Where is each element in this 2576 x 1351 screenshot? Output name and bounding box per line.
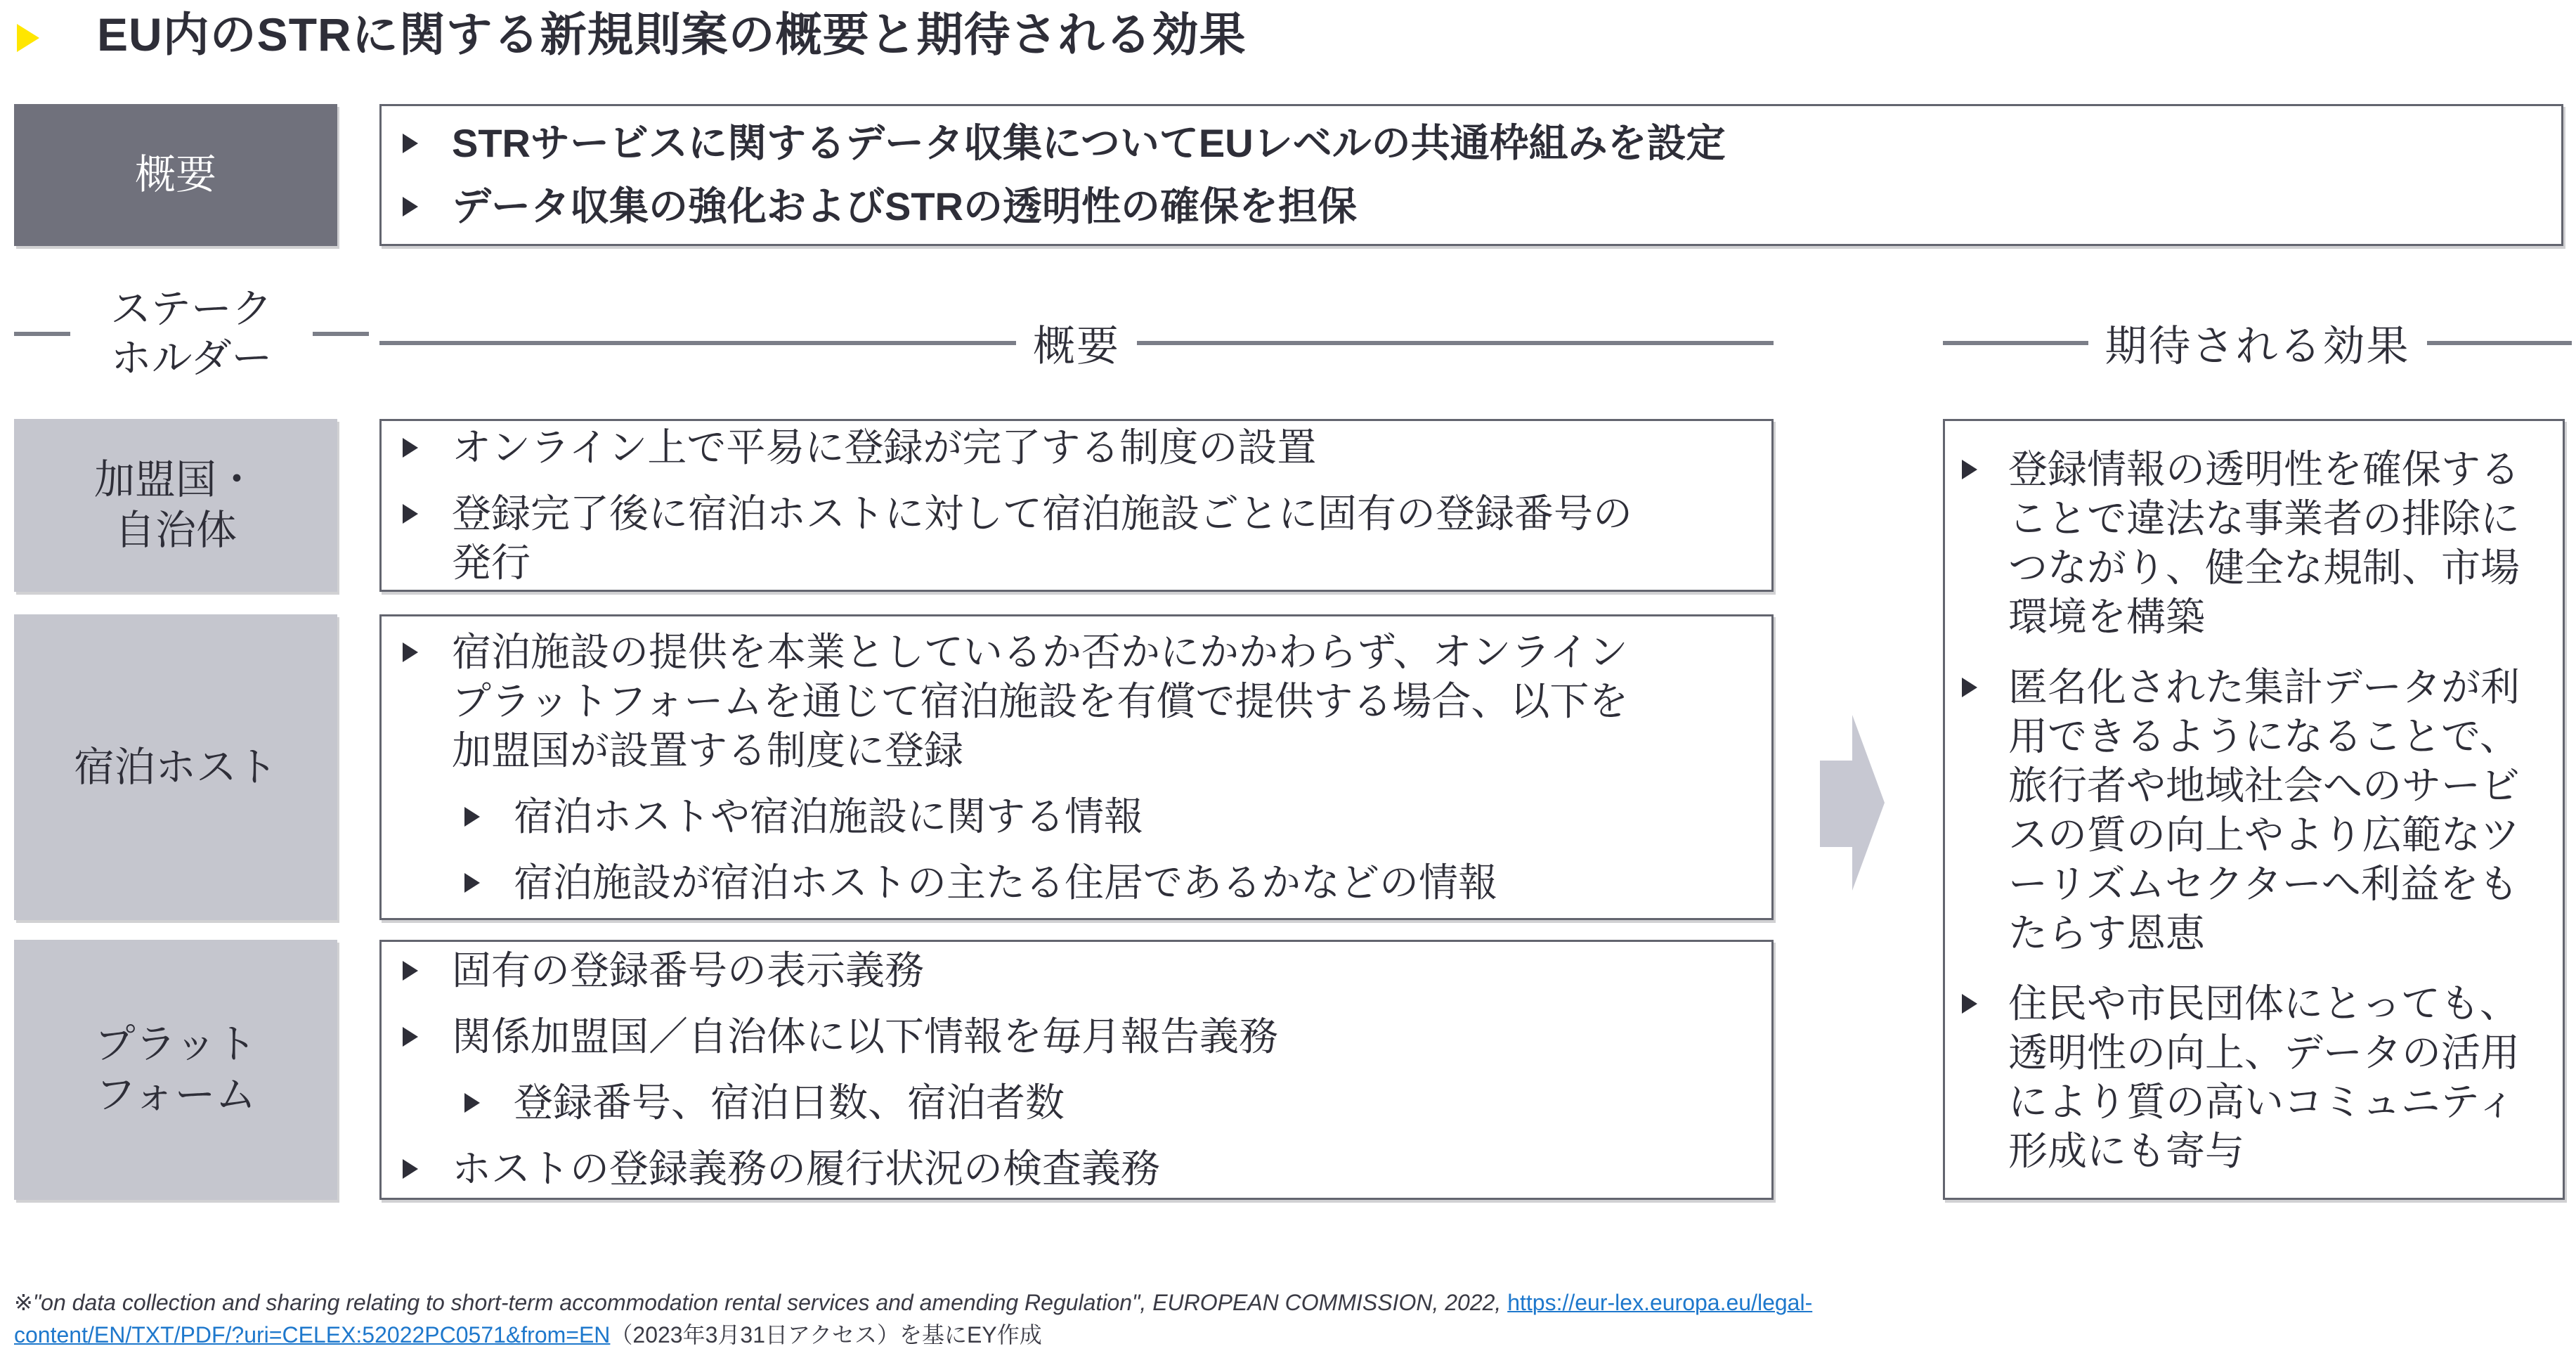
- overview-row-content-box: [379, 104, 2563, 246]
- bullet-triangle-icon: [403, 642, 418, 662]
- content-bullet-text: 固有の登録番号の表示義務: [452, 948, 924, 993]
- bullet-triangle-icon: [1962, 994, 1977, 1014]
- content-sub-bullet: [464, 1078, 1653, 1127]
- content-sub-bullet: [464, 858, 1653, 907]
- content-bullet-text: 登録番号、宿泊日数、宿泊者数: [514, 1080, 1065, 1125]
- overview-row-label-text: 概要: [134, 152, 216, 198]
- content-bullet: [403, 946, 1653, 995]
- expected-effects-column-header: [1943, 318, 2572, 368]
- content-bullet-text: 宿泊施設が宿泊ホストの主たる住居であるかなどの情報: [514, 860, 1497, 905]
- bullet-triangle-icon: [464, 873, 480, 893]
- overview-bullet-text: データ収集の強化およびSTRの透明性の確保を担保: [452, 184, 1357, 228]
- row-label-line: 加盟国・: [93, 457, 257, 503]
- content-bullet: [403, 489, 1653, 588]
- header-rule-line: [1137, 341, 1774, 345]
- footnote-source-link[interactable]: https://eur-lex.europa.eu/legal-content/EN/TXT/PDF/?uri=CELEX:52022PC0571&from=EN: [14, 1290, 1813, 1347]
- content-sub-bullet: [464, 792, 1653, 841]
- row-label-line: 自治体: [114, 508, 237, 553]
- flow-arrow-head-icon: [1852, 715, 1885, 891]
- effects-bullet-text: 匿名化された集計データが利用できるようになることで、旅行者や地域社会へのサービスの質の向上やより広範なツーリズムセクターへ利益をもたらす恩恵: [2008, 665, 2520, 955]
- row-label-line: フォーム: [95, 1072, 256, 1118]
- bullet-triangle-icon: [403, 134, 418, 153]
- bullet-triangle-icon: [403, 1027, 418, 1047]
- bullet-triangle-icon: [464, 1093, 480, 1113]
- content-bullet-text: 宿泊施設の提供を本業としているか否かにかかわらず、オンラインプラットフォームを通じて宿泊施設を有償で提供する場合、以下を加盟国が設置する制度に登録: [452, 629, 1629, 773]
- content-bullet: [403, 423, 1653, 472]
- bullet-triangle-icon: [464, 807, 480, 827]
- stakeholder-label-line: ホルダー: [110, 335, 273, 381]
- overview-column-header: [379, 318, 1774, 368]
- content-bullet: [403, 1012, 1653, 1061]
- row-label-line: プラット: [94, 1021, 257, 1067]
- row-label-member-states: [14, 419, 337, 592]
- expected-effects-column-header-text: 期待される効果: [2105, 323, 2410, 370]
- overview-bullet-text: STRサービスに関するデータ収集についてEUレベルの共通枠組みを設定: [452, 121, 1726, 165]
- footnote-citation: , EUROPEAN COMMISSION, 2022,: [1140, 1290, 1508, 1315]
- bullet-triangle-icon: [403, 961, 418, 981]
- row-content-hosts: [379, 614, 1774, 920]
- header-rule-line: [379, 341, 1016, 345]
- content-bullet-text: 登録完了後に宿泊ホストに対して宿泊施設ごとに固有の登録番号の発行: [452, 491, 1632, 585]
- effects-bullet: [1962, 445, 2549, 642]
- header-dash-left: [14, 332, 70, 336]
- footnote-mark: ※: [14, 1290, 33, 1315]
- overview-bullet: [403, 180, 2505, 233]
- flow-arrow-icon: [1820, 761, 1852, 847]
- content-bullet-text: ホストの登録義務の履行状況の検査義務: [452, 1146, 1160, 1191]
- content-bullet-text: 関係加盟国／自治体に以下情報を毎月報告義務: [452, 1014, 1278, 1059]
- overview-bullet: [403, 117, 2505, 170]
- row-content-platforms: [379, 940, 1774, 1200]
- row-label-line: 宿泊ホスト: [73, 744, 278, 790]
- content-bullet: [403, 628, 1653, 775]
- effects-bullet: [1962, 979, 2549, 1176]
- row-label-hosts: [14, 614, 337, 920]
- overview-row-label: [14, 104, 337, 246]
- footnote-source-title: "on data collection and sharing relating to short-term accommodation rental services and amending Regulation": [32, 1290, 1140, 1315]
- content-bullet: [403, 1144, 1653, 1194]
- header-rule-line: [2427, 341, 2572, 345]
- footnote-access-note: （2023年3月31日アクセス）を基にEY作成: [610, 1322, 1042, 1347]
- header-dash-right: [313, 332, 369, 336]
- title-bullet-icon: [17, 24, 39, 52]
- bullet-triangle-icon: [1962, 460, 1977, 479]
- stakeholder-label: [110, 285, 273, 383]
- expected-effects-box: [1943, 419, 2565, 1200]
- stakeholder-label-line: ステーク: [110, 286, 273, 332]
- bullet-triangle-icon: [403, 1159, 418, 1179]
- bullet-triangle-icon: [403, 438, 418, 458]
- effects-bullet-text: 登録情報の透明性を確保することで違法な事業者の排除につながり、健全な規制、市場環境を構築: [2008, 447, 2520, 639]
- bullet-triangle-icon: [1962, 678, 1977, 697]
- effects-bullet-text: 住民や市民団体にとっても、透明性の向上、データの活用により質の高いコミュニティ形成にも寄与: [2008, 981, 2520, 1173]
- overview-column-header-text: 概要: [1033, 323, 1120, 370]
- content-bullet-text: オンライン上で平易に登録が完了する制度の設置: [452, 425, 1317, 470]
- content-bullet-text: 宿泊ホストや宿泊施設に関する情報: [514, 794, 1143, 839]
- source-footnote: [14, 1286, 2038, 1351]
- header-rule-line: [1943, 341, 2088, 345]
- bullet-triangle-icon: [403, 504, 418, 524]
- page-title: EU内のSTRに関する新規則案の概要と期待される効果: [97, 8, 1247, 60]
- effects-bullet: [1962, 663, 2549, 958]
- row-content-member-states: [379, 419, 1774, 592]
- row-label-platforms: [14, 940, 337, 1200]
- stakeholder-column-header: [14, 281, 369, 387]
- bullet-triangle-icon: [403, 197, 418, 216]
